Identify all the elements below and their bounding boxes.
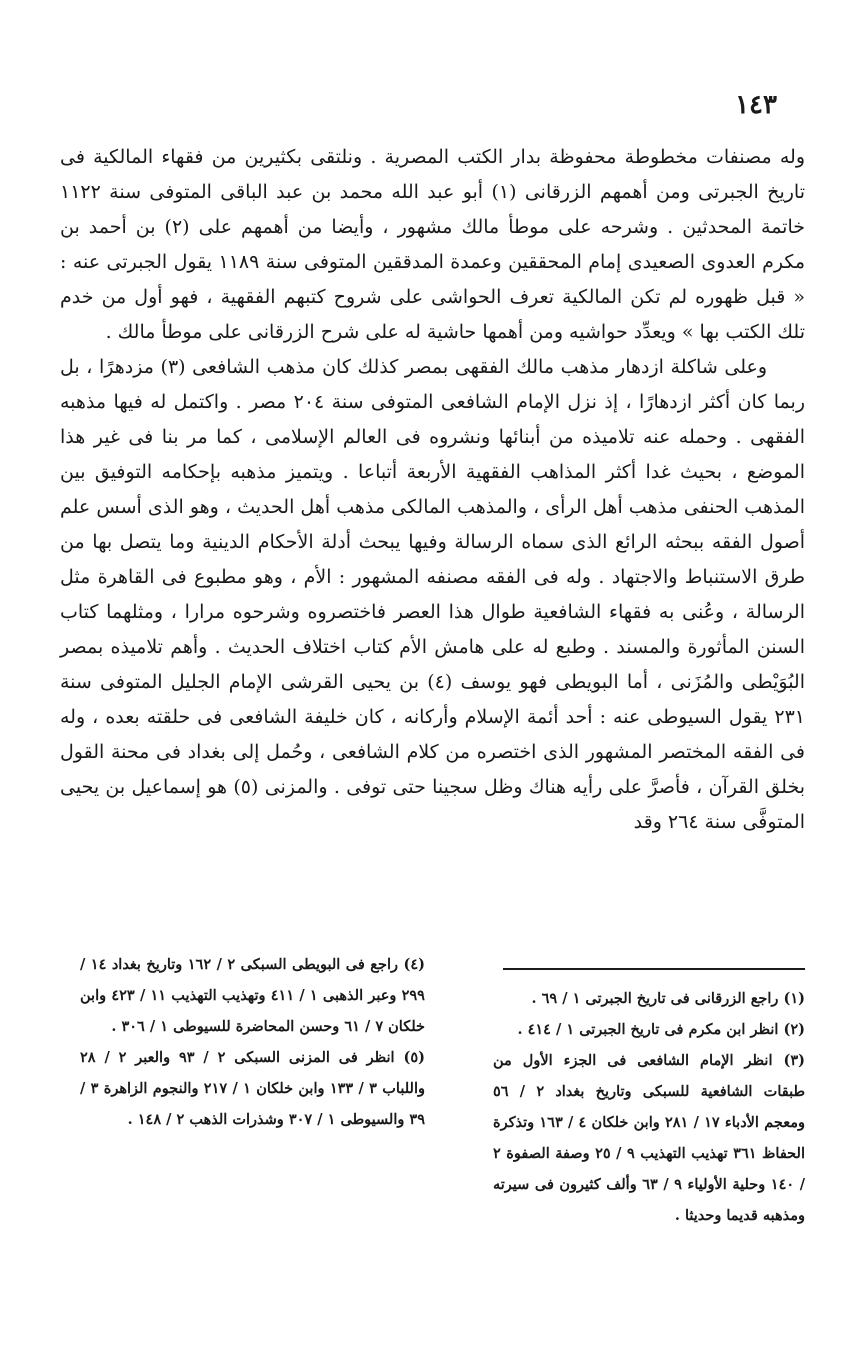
footnotes-left-column: [80, 949, 425, 1135]
main-text-body: [60, 140, 805, 840]
footnotes-right-column: [493, 983, 805, 1231]
footnote-4: (٤) راجع فى البويطى السبكى ٢ / ١٦٢ وتاريخ بغداد ١٤ / ٢٩٩ وعبر الذهبى ١ / ٤١١ وتهذيب التهذيب ١١ / ٤٢٣ وابن خلكان ٧ / ٦١ وحسن المحاضرة للسيوطى ١ / ٣٠٦ .: [80, 956, 425, 1035]
body-paragraph: وله مصنفات مخطوطة محفوظة بدار الكتب المصرية . ونلتقى بكثيرين من فقهاء المالكية فى تاريخ الجبرتى ومن أهمهم الزرقانى (١) أبو عبد الله محمد بن عبد الباقى المتوفى سنة ١١٢٢ خاتمة المحدثين . وشرحه على موطأ مالك مشهور ، وأيضا من أهمهم على (٢) بن أحمد بن مكرم العدوى الصعيدى إمام المحققين وعمدة المدققين المتوفى سنة ١١٨٩ يقول الجبرتى عنه : « قبل ظهوره لم تكن المالكية تعرف الحواشى على شروح كتبهم الفقهية ، فهو أول من خدم تلك الكتب بها » ويعدِّد حواشيه ومن أهمها حاشية له على شرح الزرقانى على موطأ مالك .: [60, 146, 805, 343]
footnote-divider: [503, 968, 805, 970]
footnote-5: (٥) انظر فى المزنى السبكى ٢ / ٩٣ والعبر ٢ / ٢٨ واللباب ٣ / ١٣٣ وابن خلكان ١ / ٢١٧ والنجوم الزاهرة ٣ / ٣٩ والسيوطى ١ / ٣٠٧ وشذرات الذهب ٢ / ١٤٨ .: [80, 1049, 425, 1128]
footnote-1: (١) راجع الزرقانى فى تاريخ الجبرتى ١ / ٦٩ .: [531, 990, 805, 1007]
footnote-3: (٣) انظر الإمام الشافعى فى الجزء الأول من طبقات الشافعية للسبكى وتاريخ بغداد ٢ / ٥٦ ومعجم الأدباء ١٧ / ٢٨١ وابن خلكان ٤ / ١٦٣ وتذكرة الحفاظ ٣٦١ تهذيب التهذيب ٩ / ٢٥ وصفة الصفوة ٢ / ١٤٠ وحلية الأولياء ٩ / ٦٣ وألف كثيرون فى سيرته ومذهبه قديما وحديثا .: [493, 1052, 805, 1224]
body-paragraph: وعلى شاكلة ازدهار مذهب مالك الفقهى بمصر كذلك كان مذهب الشافعى (٣) مزدهرًا ، بل ربما كان أكثر ازدهارًا ، إذ نزل الإمام الشافعى المتوفى سنة ٢٠٤ مصر . واكتمل له فيها مذهبه الفقهى . وحمله عنه تلاميذه من أبنائها ونشروه فى العالم الإسلامى ، كما مر بنا فى غير هذا الموضع ، بحيث غدا أكثر المذاهب الفقهية الأربعة أتباعا . ويتميز مذهبه بإحكامه التوفيق بين المذهب الحنفى مذهب أهل الرأى ، والمذهب المالكى مذهب أهل الحديث ، وهو الذى أسس علم أصول الفقه ببحثه الرائع الذى سماه الرسالة وفيها يبحث أدلة الأحكام الدينية وما يتصل بها من طرق الاستنباط والاجتهاد . وله فى الفقه مصنفه المشهور : الأم ، وهو مطبوع فى القاهرة مثل الرسالة ، وعُنى به فقهاء الشافعية طوال هذا العصر فاختصروه وشرحوه مرارا ، ومثلهما كتاب السنن المأثورة والمسند . وطبع له على هامش الأم كتاب اختلاف الحديث . وأهم تلاميذه بمصر البُوَيْطى والمُزَنى ، أما البويطى فهو يوسف (٤) بن يحيى القرشى الإمام الجليل المتوفى سنة ٢٣١ يقول السيوطى عنه : أحد أئمة الإسلام وأركانه ، كان خليفة الشافعى فى حلقته بعده ، وله فى الفقه المختصر المشهور الذى اختصره من كلام الشافعى ، وحُمل إلى بغداد فى محنة القول بخلق القرآن ، فأصرَّ على رأيه هناك وظل سجينا حتى توفى . والمزنى (٥) هو إسماعيل بن يحيى المتوفَّى سنة ٢٦٤ وقد: [60, 356, 805, 833]
footnote-2: (٢) انظر ابن مكرم فى تاريخ الجبرتى ١ / ٤١٤ .: [517, 1021, 805, 1038]
page-number: ١٤٣: [735, 90, 777, 120]
